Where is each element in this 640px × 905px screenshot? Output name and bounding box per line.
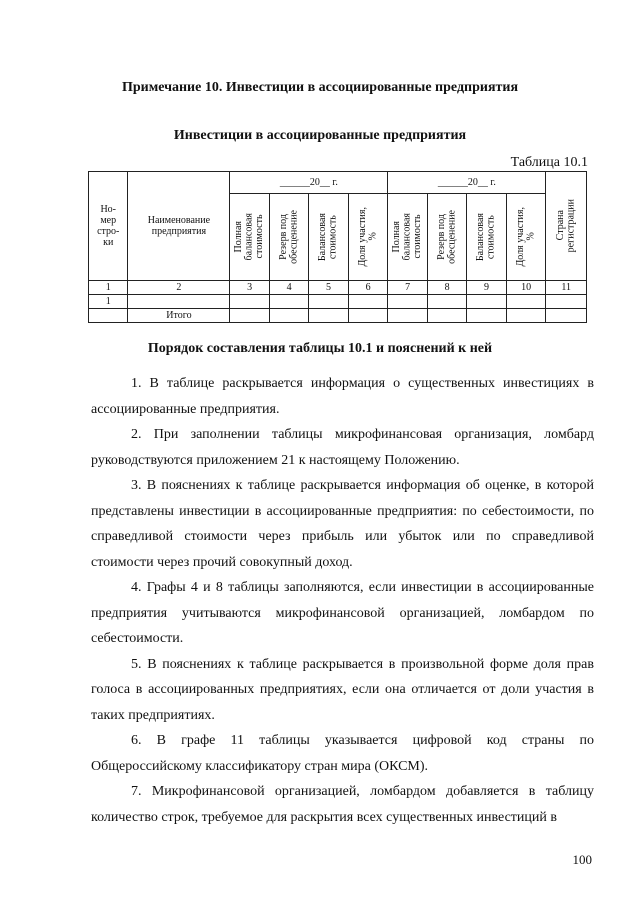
name-header: Наименование предприятия	[128, 172, 230, 281]
column-number: 5	[309, 281, 348, 295]
table-cell	[506, 309, 546, 323]
column-number: 7	[388, 281, 427, 295]
sub-header-cell	[388, 194, 427, 281]
sub-header-reserve-1: Резерв под обесценение	[277, 210, 300, 264]
table-cell	[309, 295, 348, 309]
sub-header-reserve-2: Резерв под обесценение	[435, 210, 458, 264]
total-label: Итого	[128, 309, 230, 323]
column-number: 10	[506, 281, 546, 295]
table-cell	[388, 309, 427, 323]
table-cell	[546, 295, 587, 309]
table-cell	[348, 309, 388, 323]
procedure-title: Порядок составления таблицы 10.1 и пояснений к ней	[147, 341, 493, 356]
sub-header-carrying-1: Балансовая стоимость	[317, 212, 339, 262]
period-1-header: ______20__ г.	[230, 172, 388, 194]
sub-header-carrying-2: Балансовая стоимость	[475, 212, 497, 262]
paragraph-1: 1. В таблице раскрывается информация о существенных инвестициях в ассоциированные предприятия.	[91, 376, 594, 417]
total-row	[89, 309, 587, 323]
sub-header-cell	[427, 194, 466, 281]
sub-header-share-1: Доля участия, %	[356, 207, 379, 267]
sub-header-cell	[467, 194, 506, 281]
period-2-header: ______20__ г.	[388, 172, 546, 194]
table-title: Инвестиции в ассоциированные предприятия	[173, 128, 467, 143]
table-cell	[89, 309, 128, 323]
country-header-cell	[546, 172, 587, 281]
paragraph-3: 3. В пояснениях к таблице раскрывается информация об оценке, в которой представлены инвестиции в ассоциированные предприятия: по себестоимости, по справедливой стоимости через прибыль или убыток или по справедливой стоимости через прочий совокупный доход.	[91, 478, 594, 570]
paragraph-5: 5. В пояснениях к таблице раскрывается в произвольной форме доля прав голоса в ассоциированных предприятиях, если она отличается от доли участия в таких предприятиях.	[91, 656, 594, 723]
column-number: 2	[128, 281, 230, 295]
table-number: Таблица 10.1	[510, 155, 588, 170]
column-number: 6	[348, 281, 388, 295]
page-number: 100	[572, 852, 592, 867]
paragraph-7: 7. Микрофинансовой организацией, ломбардом добавляется в таблицу количество строк, требуемое для раскрытия всех существенных инвестиций в	[91, 784, 594, 825]
table-cell	[388, 295, 427, 309]
sub-header-cell	[309, 194, 348, 281]
row-number-header: Но- мер стро- ки	[89, 172, 128, 281]
table-cell	[230, 309, 269, 323]
sub-header-gross-2: Полная балансовая стоимость	[390, 213, 423, 261]
note-title: Примечание 10. Инвестиции в ассоциированные предприятия	[121, 80, 519, 95]
table-cell	[506, 295, 546, 309]
table-cell	[128, 295, 230, 309]
column-number: 9	[467, 281, 506, 295]
table-cell	[546, 309, 587, 323]
table-cell	[427, 309, 466, 323]
table-row	[89, 295, 587, 309]
column-number: 4	[269, 281, 308, 295]
procedure-text	[91, 371, 594, 830]
sub-header-cell	[506, 194, 546, 281]
sub-header-cell	[230, 194, 269, 281]
column-number: 8	[427, 281, 466, 295]
column-number: 1	[89, 281, 128, 295]
table-cell	[427, 295, 466, 309]
paragraph-6: 6. В графе 11 таблицы указывается цифровой код страны по Общероссийскому классификатору стран мира (ОКСМ).	[91, 733, 594, 774]
sub-header-share-2: Доля участия, %	[514, 207, 537, 267]
column-numbers-row	[89, 281, 587, 295]
table-cell	[467, 309, 506, 323]
table-cell	[348, 295, 388, 309]
row-number: 1	[89, 295, 128, 309]
table-cell	[269, 309, 308, 323]
paragraph-2: 2. При заполнении таблицы микрофинансовая организация, ломбард руководствуются приложением 21 к настоящему Положению.	[91, 427, 594, 468]
table-cell	[467, 295, 506, 309]
sub-header-gross-1: Полная балансовая стоимость	[232, 213, 265, 261]
investments-table	[88, 171, 587, 323]
table-cell	[269, 295, 308, 309]
sub-header-cell	[348, 194, 388, 281]
paragraph-4: 4. Графы 4 и 8 таблицы заполняются, если инвестиции в ассоциированные предприятия учитываются микрофинансовой организацией, ломбардом по себестоимости.	[91, 580, 594, 646]
table-cell	[230, 295, 269, 309]
table-cell	[309, 309, 348, 323]
sub-header-cell	[269, 194, 308, 281]
column-number: 3	[230, 281, 269, 295]
column-number: 11	[546, 281, 587, 295]
country-header: Страна регистрации	[554, 199, 577, 253]
